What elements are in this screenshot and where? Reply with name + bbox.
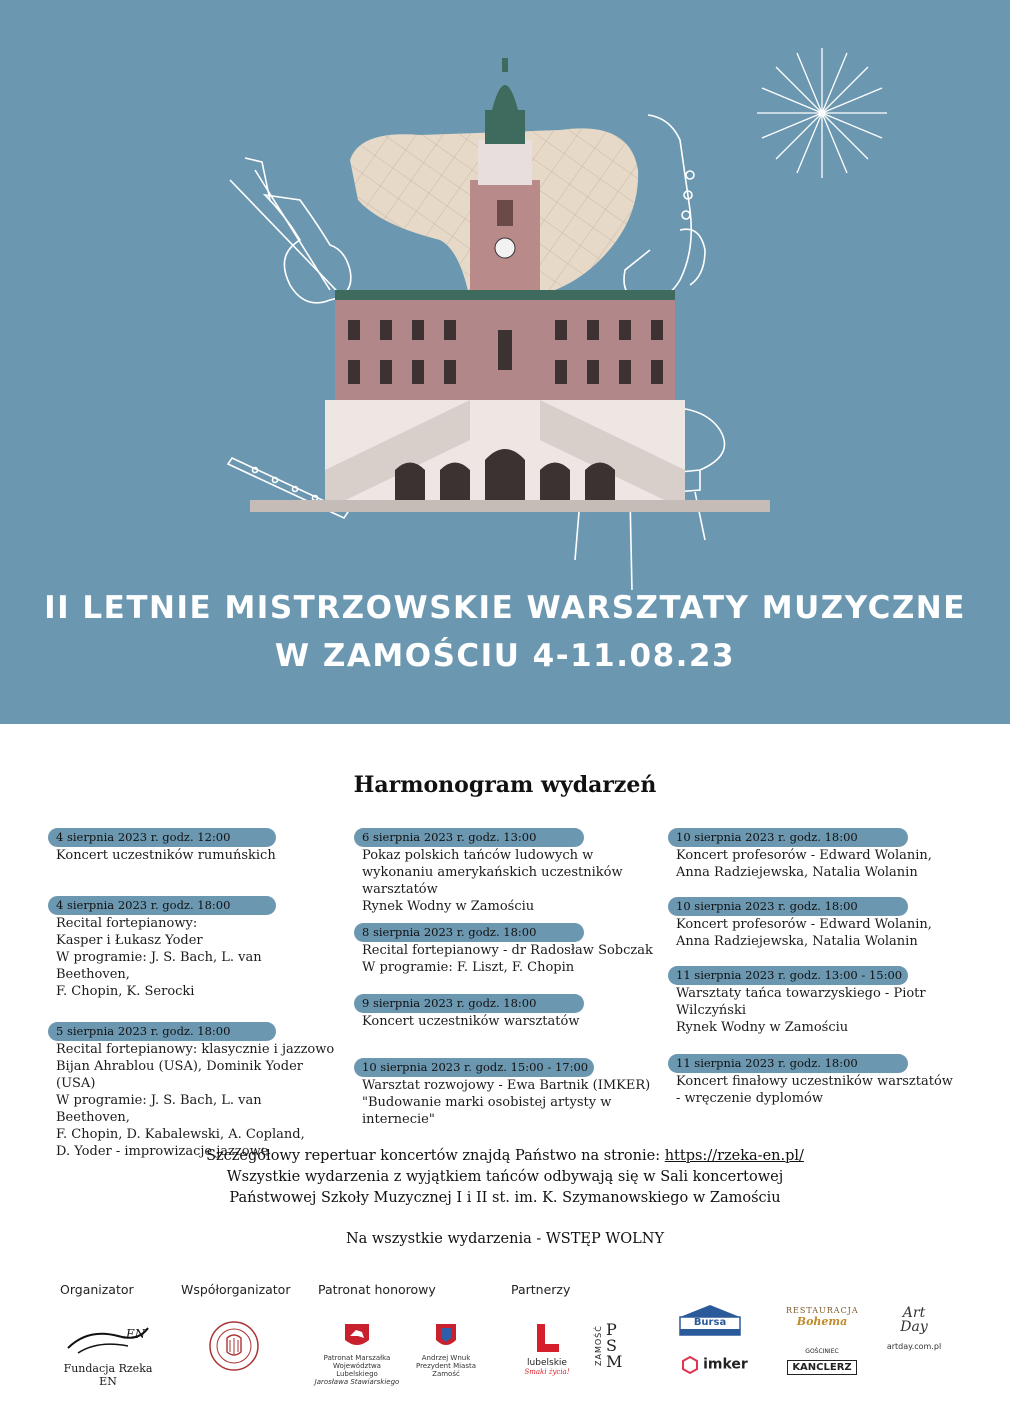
hero-title-line2: W ZAMOŚCIU 4-11.08.23 [274, 638, 736, 674]
event-description: Koncert profesorów - Edward Wolanin, Anna Radziejewska, Natalia Wolanin [676, 917, 932, 949]
imker-logo: imker [682, 1354, 752, 1374]
event-date-pill: 6 sierpnia 2023 r. godz. 13:00 [354, 828, 584, 847]
event-description: Koncert finałowy uczestników warsztatów - wręczenie dyplomów [676, 1074, 953, 1106]
schedule-event [48, 894, 338, 1000]
psm-zamosc-logo: ZAMOŚĆ PSM [594, 1320, 623, 1371]
event-description: Recital fortepianowy: Kasper i Łukasz Yoder W programie: J. S. Bach, L. van Beethoven, F. Chopin, K. Serocki [56, 916, 262, 999]
repertoire-link[interactable]: https://rzeka-en.pl/ [664, 1148, 804, 1164]
event-description: Warsztat rozwojowy - Ewa Bartnik (IMKER) "Budowanie marki osobistej artysty w internecie" [362, 1078, 651, 1127]
fundacja-name: Fundacja Rzeka EN [63, 1362, 153, 1388]
event-date-pill: 5 sierpnia 2023 r. godz. 18:00 [48, 1022, 276, 1041]
co-organizer-seal-logo [208, 1320, 260, 1376]
schedule-column-2 [354, 826, 654, 1144]
label-patronage: Patronat honorowy [318, 1282, 436, 1297]
event-date-pill: 4 sierpnia 2023 r. godz. 12:00 [48, 828, 276, 847]
venue-info-line2: Państwowej Szkoły Muzycznej I i II st. im. K. Szymanowskiego w Zamościu [229, 1190, 781, 1206]
event-description: Koncert profesorów - Edward Wolanin, Anna Radziejewska, Natalia Wolanin [676, 848, 932, 880]
schedule-event [48, 826, 338, 864]
event-date-pill: 10 sierpnia 2023 r. godz. 18:00 [668, 828, 908, 847]
svg-text:EN: EN [126, 1327, 146, 1341]
event-description: Recital fortepianowy - dr Radosław Sobczak W programie: F. Liszt, F. Chopin [362, 943, 653, 975]
schedule-event [354, 921, 654, 976]
label-partners: Partnerzy [511, 1282, 571, 1297]
label-organizer: Organizator [60, 1282, 134, 1297]
event-date-pill: 10 sierpnia 2023 r. godz. 18:00 [668, 897, 908, 916]
venue-info-line1: Wszystkie wydarzenia z wyjątkiem tańców odbywają się w Sali koncertowej [226, 1169, 784, 1185]
free-entry-note: Na wszystkie wydarzenia - WSTĘP WOLNY [345, 1231, 665, 1247]
schedule-event [354, 992, 654, 1030]
town-hall-illustration [250, 58, 770, 512]
event-date-pill: 11 sierpnia 2023 r. godz. 18:00 [668, 1054, 908, 1073]
event-date-pill: 11 sierpnia 2023 r. godz. 13:00 - 15:00 [668, 966, 908, 985]
event-description: Pokaz polskich tańców ludowych w wykonaniu amerykańskich uczestników warsztatów Rynek Wodny w Zamościu [362, 848, 623, 914]
schedule-event [668, 964, 968, 1036]
event-date-pill: 9 sierpnia 2023 r. godz. 18:00 [354, 994, 584, 1013]
sparkle-icon [757, 48, 887, 178]
event-description: Recital fortepianowy: klasycznie i jazzowo Bijan Ahrablou (USA), Dominik Yoder (USA) W programie: J. S. Bach, L. van Beethoven, F. Chopin, D. Kabalewski, A. Copland, D. Yoder - improwizacje jazzowe [56, 1042, 335, 1159]
marshal-patronage-logo: Patronat Marszałka Województwa Lubelskiego Jarosława Stawiarskiego [312, 1322, 402, 1386]
schedule-event [48, 1020, 338, 1160]
gosciniec-kanclerz-logo: GOŚCINIEC KANCLERZ [786, 1348, 858, 1375]
event-description: Warsztaty tańca towarzyskiego - Piotr Wilczyński Rynek Wodny w Zamościu [676, 986, 926, 1035]
restauracja-bohema-logo: RESTAURACJA Bohema [786, 1306, 859, 1328]
event-date-pill: 4 sierpnia 2023 r. godz. 18:00 [48, 896, 276, 915]
event-description: Koncert uczestników warsztatów [362, 1014, 580, 1029]
repertoire-info: Szczegółowy repertuar koncertów znajdą Państwo na stronie: https://rzeka-en.pl/ [206, 1148, 804, 1164]
lubelskie-logo: lubelskie Smaki życia! [523, 1322, 571, 1376]
schedule-event [668, 826, 968, 881]
bursa-logo: Bursa [676, 1303, 744, 1341]
event-date-pill: 10 sierpnia 2023 r. godz. 15:00 - 17:00 [354, 1058, 594, 1077]
artday-logo: Art Day artday.com.pl [886, 1305, 942, 1351]
label-co-organizer: Współorganizator [181, 1282, 291, 1297]
fundacja-logo [58, 1318, 158, 1388]
schedule-column-1 [48, 826, 338, 1176]
event-description: Koncert uczestników rumuńskich [56, 848, 276, 863]
schedule-event [668, 1052, 968, 1107]
saxophone-icon [624, 115, 705, 301]
event-date-pill: 8 sierpnia 2023 r. godz. 18:00 [354, 923, 584, 942]
mayor-patronage-logo: Andrzej Wnuk Prezydent Miasta Zamość [414, 1322, 478, 1378]
schedule-column-3 [668, 826, 968, 1123]
hero-title-line1: II LETNIE MISTRZOWSKIE WARSZTATY MUZYCZNE [44, 590, 966, 626]
schedule-event [668, 895, 968, 950]
schedule-event [354, 826, 654, 915]
schedule-title: Harmonogram wydarzeń [353, 772, 657, 798]
schedule-event [354, 1056, 654, 1128]
